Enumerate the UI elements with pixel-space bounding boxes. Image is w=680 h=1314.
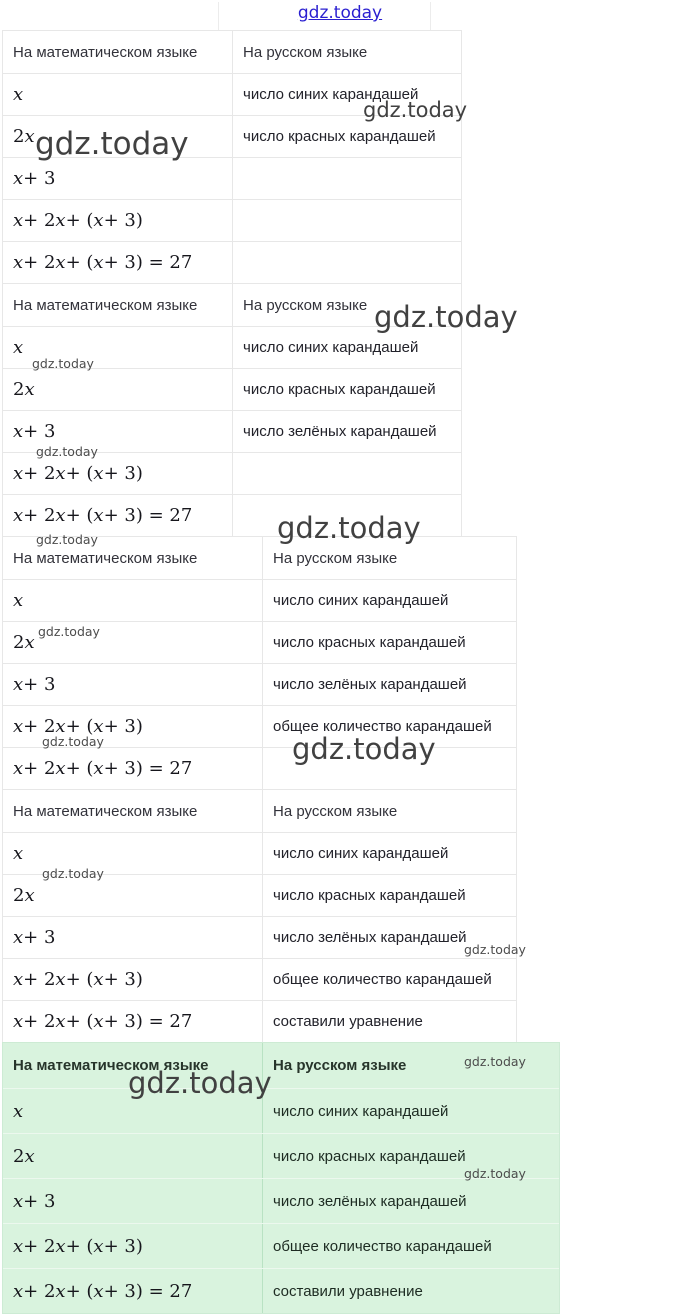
math-cell: 2 x [3, 369, 233, 410]
russian-cell: число зелёных карандашей [273, 676, 467, 693]
column-header-math: На математическом языке [3, 1043, 263, 1088]
russian-cell: число красных карандашей [243, 128, 436, 145]
watermark-text: gdz.today [42, 734, 104, 749]
math-cell: x [3, 1089, 263, 1133]
math-cell: x + 2 x + ( x + 3) [3, 706, 263, 747]
math-cell: x + 2 x + ( x + 3) [3, 1224, 263, 1268]
russian-cell: число зелёных карандашей [243, 423, 437, 440]
russian-cell: составили уравнение [273, 1013, 423, 1030]
column-header-russian: На русском языке [243, 296, 368, 314]
russian-cell: число синих карандашей [273, 845, 449, 862]
table-row [3, 958, 516, 1000]
russian-cell: число красных карандашей [243, 381, 436, 398]
math-cell: x + 2 x + ( x + 3) = 27 [3, 748, 263, 789]
watermark-link[interactable]: gdz.today [297, 3, 383, 23]
table-row [3, 1088, 559, 1133]
table-row [3, 368, 461, 410]
table-row [3, 1000, 516, 1042]
math-cell: x + 3 [3, 158, 233, 199]
math-cell: x [3, 580, 263, 621]
table-row [3, 1223, 559, 1268]
watermark-text: gdz.today [35, 126, 189, 162]
math-cell: 2 x [3, 622, 263, 663]
math-cell: x [3, 833, 263, 874]
table-row [3, 1178, 559, 1223]
watermark-text: gdz.today [128, 1066, 272, 1100]
russian-cell: общее количество карандашей [273, 971, 492, 988]
table-header-row [3, 31, 461, 73]
russian-cell [233, 158, 461, 199]
russian-cell: число зелёных карандашей [273, 1192, 467, 1210]
table-row [3, 579, 516, 621]
math-cell: x + 2 x + ( x + 3) = 27 [3, 1269, 263, 1313]
column-header-math: На математическом языке [3, 284, 233, 326]
table-row [3, 747, 516, 789]
math-cell: x + 2 x + ( x + 3) [3, 200, 233, 241]
russian-cell [233, 242, 461, 283]
watermark-text: gdz.today [363, 98, 468, 122]
russian-cell: общее количество карандашей [273, 1237, 492, 1255]
watermark-text: gdz.today [292, 732, 436, 766]
math-cell: x + 2 x + ( x + 3) = 27 [3, 242, 233, 283]
math-cell: x + 2 x + ( x + 3) [3, 959, 263, 1000]
russian-cell [233, 200, 461, 241]
column-header-math: На математическом языке [3, 31, 233, 73]
math-cell: x [3, 74, 233, 115]
watermark-text: gdz.today [277, 511, 421, 545]
table-3 [2, 536, 517, 790]
solution-tables [2, 30, 560, 1314]
russian-cell: число синих карандашей [243, 339, 419, 356]
russian-cell: составили уравнение [273, 1282, 423, 1300]
math-cell: x + 3 [3, 664, 263, 705]
russian-cell: число красных карандашей [273, 634, 466, 651]
russian-cell [233, 453, 461, 494]
watermark-text: gdz.today [36, 444, 98, 459]
watermark-text: gdz.today [464, 1166, 526, 1181]
column-header-russian: На русском языке [273, 802, 398, 820]
table-4 [2, 789, 517, 1043]
math-cell: 2 x [3, 1134, 263, 1178]
math-cell: x + 3 [3, 411, 233, 452]
russian-cell: число зелёных карандашей [273, 929, 467, 946]
russian-cell: число синих карандашей [243, 86, 419, 103]
column-header-russian: На русском языке [273, 1057, 407, 1074]
table-row [3, 663, 516, 705]
math-cell: 2 x [3, 875, 263, 916]
russian-cell: число синих карандашей [273, 592, 449, 609]
watermark-text: gdz.today [374, 300, 518, 334]
watermark-text: gdz.today [42, 866, 104, 881]
russian-cell: число красных карандашей [273, 887, 466, 904]
cropped-table-edge [218, 2, 219, 30]
table-header-row [3, 790, 516, 832]
russian-cell: общее количество карандашей [273, 718, 492, 735]
math-cell: x + 3 [3, 917, 263, 958]
column-header-russian: На русском языке [273, 549, 398, 567]
russian-cell: число синих карандашей [273, 1102, 449, 1120]
table-row [3, 199, 461, 241]
cropped-table-edge [430, 2, 431, 30]
watermark-text: gdz.today [32, 356, 94, 371]
math-cell: 2 x [3, 116, 233, 157]
table-row [3, 916, 516, 958]
column-header-russian: На русском языке [243, 43, 368, 61]
math-cell: x + 2 x + ( x + 3) = 27 [3, 495, 233, 536]
math-cell: x + 3 [3, 1179, 263, 1223]
math-cell: x + 2 x + ( x + 3) = 27 [3, 1001, 263, 1042]
table-row [3, 241, 461, 283]
table-row [3, 157, 461, 199]
column-header-math: На математическом языке [3, 790, 263, 832]
russian-cell: число красных карандашей [273, 1147, 466, 1165]
watermark-text: gdz.today [464, 942, 526, 957]
watermark-text: gdz.today [36, 532, 98, 547]
watermark-text: gdz.today [464, 1054, 526, 1069]
table-row [3, 1268, 559, 1313]
math-cell: x [3, 327, 233, 368]
math-cell: x + 2 x + ( x + 3) [3, 453, 233, 494]
column-header-math: На математическом языке [3, 537, 263, 579]
watermark-text: gdz.today [38, 624, 100, 639]
